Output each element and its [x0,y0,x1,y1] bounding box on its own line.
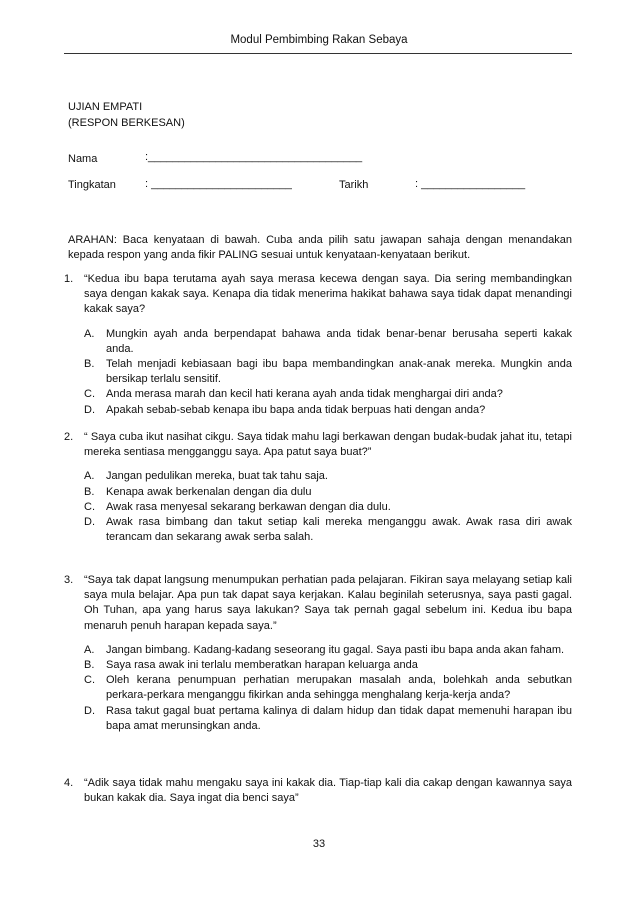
question-stem: “Kedua ibu bapa terutama ayah saya merasa kecewa dengan saya. Dia sering membandingkan saya dengan kakak saya. Kenapa dia tidak menerima hakikat bahawa saya tidak dapat menandingi kakak saya? [84,273,572,316]
option-text: Apakah sebab-sebab kenapa ibu bapa anda tidak berpuas hati dengan anda? [106,403,486,416]
option-letter: A. [84,470,95,483]
option-letter: C. [84,674,95,687]
question-number: 4. [64,777,74,789]
option-letter: C. [84,500,95,513]
option-text: Awak rasa menyesal sekarang berkawan dengan dia dulu. [106,500,391,513]
option-text: Mungkin ayah anda berpendapat bahawa anda tidak benar-benar berusaha seperti kakak anda. [106,327,572,355]
option-letter: B. [84,659,95,672]
option-c[interactable] [84,673,572,703]
option-text: Saya rasa awak ini terlalu memberatkan harapan keluarga anda [106,659,418,672]
question-stem: “Saya tak dapat langsung menumpukan perhatian pada pelajaran. Fikiran saya melayang setiap kali saya mula belajar. Apa pun tak dapat saya kerjakan. Kalau beginilah seterusnya, saya pasti gagal. Oh Tuhan, apa yang harus saya lakukan? Saya tak pernah gagal sebelum ini. Kedua ibu bapa menaruh penuh harapan kepada saya.” [84,574,572,632]
question-4 [64,776,572,806]
nama-field[interactable]: :___________________________________ [145,151,363,163]
question-stem: “ Saya cuba ikut nasihat cikgu. Saya tidak mahu lagi berkawan dengan budak-budak jahat itu, tetapi mereka sentiasa mengganggu saya. Apa patut saya buat?” [84,431,572,459]
option-b[interactable] [84,485,572,500]
question-3 [64,573,572,745]
option-letter: D. [84,704,95,717]
nama-label: Nama [68,153,98,165]
option-c[interactable] [84,500,572,515]
option-d[interactable] [84,704,572,734]
question-number: 2. [64,431,74,443]
option-b[interactable] [84,357,572,387]
tarikh-field[interactable]: : _________________ [415,178,526,190]
tarikh-label: Tarikh [339,179,369,191]
option-letter: D. [84,403,95,416]
option-text: Anda merasa marah dan kecil hati kerana ayah anda tidak menghargai diri anda? [106,388,503,401]
question-2 [64,430,572,556]
option-letter: B. [84,485,95,498]
option-c[interactable] [84,387,572,402]
option-text: Kenapa awak berkenalan dengan dia dulu [106,485,312,498]
header-rule [64,53,572,54]
option-letter: A. [84,643,95,656]
option-letter: A. [84,327,95,340]
option-letter: C. [84,388,95,401]
option-text: Awak rasa bimbang dan takut setiap kali mereka menganggu awak. Awak rasa diri awak terancam dan sekarang awak serba salah. [106,516,572,544]
tingkatan-label: Tingkatan [68,179,116,191]
directions: ARAHAN: Baca kenyataan di bawah. Cuba anda pilih satu jawapan sahaja dengan menandakan kepada respon yang anda fikir PALING sesuai untuk kenyataan-kenyataan berikut. [68,234,572,261]
option-letter: B. [84,358,95,371]
option-text: Jangan bimbang. Kadang-kadang seseorang itu gagal. Saya pasti ibu bapa anda akan faham. [106,643,565,656]
option-text: Oleh kerana penumpuan perhatian merupakan masalah anda, bolehkah anda sebutkan perkara-perkara menganggu fikirkan anda sehingga menghalang kerja-kerja anda? [106,674,572,702]
option-text: Telah menjadi kebiasaan bagi ibu bapa membandingkan anak-anak mereka. Mungkin anda bersikap terlalu sensitif. [106,358,572,386]
option-a[interactable] [84,643,572,658]
question-number: 1. [64,273,74,285]
question-stem: “Adik saya tidak mahu mengaku saya ini kakak dia. Tiap-tiap kali dia cakap dengan kawannya saya bukan kakak dia. Saya ingat dia benci saya” [84,777,572,805]
running-header: Modul Pembimbing Rakan Sebaya [230,34,408,46]
option-text: Rasa takut gagal buat pertama kalinya di dalam hidup dan tidak dapat memenuhi harapan ibu bapa amat merunsingkan anda. [106,704,572,732]
tingkatan-field[interactable]: : _______________________ [145,178,292,190]
option-d[interactable] [84,403,572,418]
option-text: Jangan pedulikan mereka, buat tak tahu saja. [106,470,328,483]
question-number: 3. [64,574,74,586]
page-number: 33 [312,838,326,850]
option-d[interactable] [84,515,572,545]
option-b[interactable] [84,658,572,673]
option-letter: D. [84,516,95,529]
option-a[interactable] [84,327,572,357]
test-title: UJIAN EMPATI [68,101,143,113]
question-1 [64,272,572,429]
option-a[interactable] [84,469,572,484]
test-subtitle: (RESPON BERKESAN) [68,117,185,129]
